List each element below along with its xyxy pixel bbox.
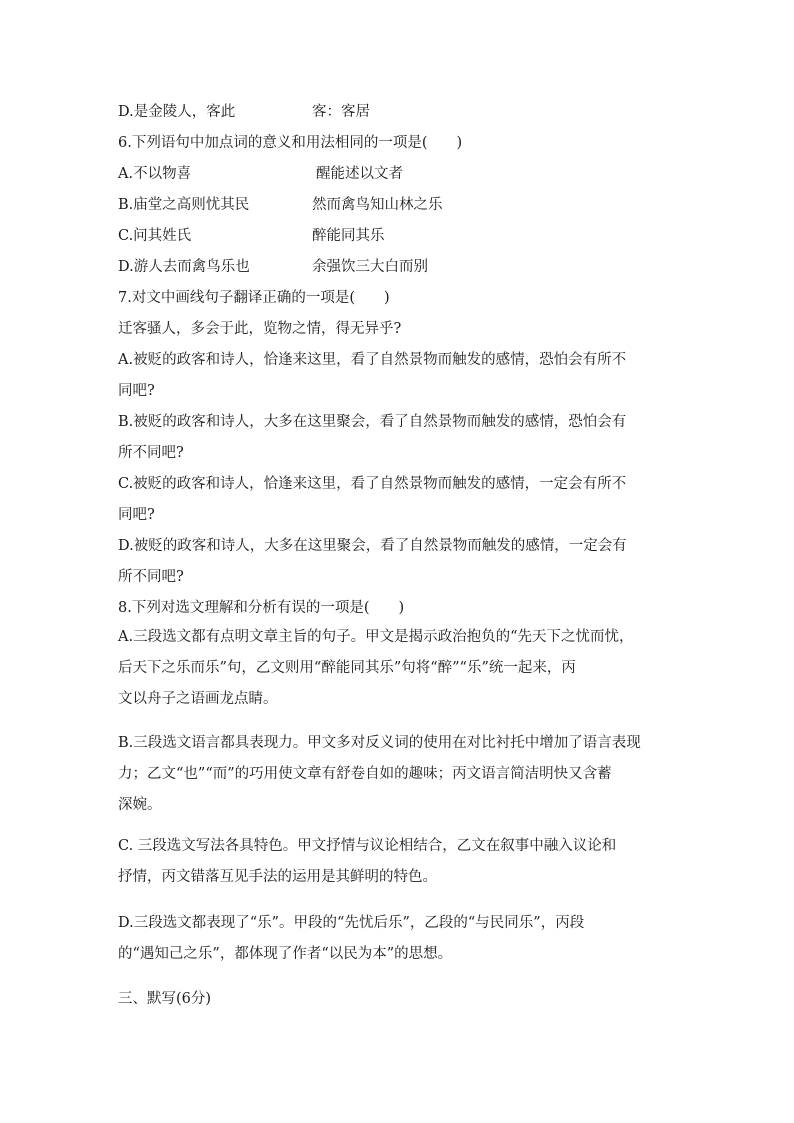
q7-option-c-line1: C.被贬的政客和诗人，恰逢来这里，看了自然景物而触发的感情，一定会有所不 xyxy=(118,476,627,492)
q7-option-d-line2: 所不同吧? xyxy=(118,569,184,585)
q7-option-b-line2: 所不同吧? xyxy=(118,445,184,461)
q6-option-d-right: 余强饮三大白而别 xyxy=(312,259,428,275)
q8-stem: 8.下列对选文理解和分析有误的一项是( ) xyxy=(118,600,405,616)
q6-option-d-left: D.游人去而禽鸟乐也 xyxy=(118,259,250,275)
q8-option-c-line2: 抒情，丙文错落互见手法的运用是其鲜明的特色。 xyxy=(118,869,437,885)
q6-stem: 6.下列语句中加点词的意义和用法相同的一项是( ) xyxy=(118,135,463,151)
q7-option-d-line1: D.被贬的政客和诗人，大多在这里聚会，看了自然景物而触发的感情，一定会有 xyxy=(118,538,627,554)
q8-option-b-line1: B.三段选文语言都具表现力。甲文多对反义词的使用在对比衬托中增加了语言表现 xyxy=(118,735,641,751)
q8-option-c-line1: C. 三段选文写法各具特色。甲文抒情与议论相结合，乙文在叙事中融入议论和 xyxy=(118,838,617,854)
q6-option-a-right: 醒能述以文者 xyxy=(316,166,403,182)
q8-option-a-line2: 后天下之乐而乐”句，乙文则用“醉能同其乐”句将“醉”“乐”统一起来，丙 xyxy=(118,660,576,676)
q8-option-b-line2: 力；乙文“也”“而”的巧用使文章有舒卷自如的趣味；丙文语言简洁明快又含蓄 xyxy=(118,766,612,782)
section-3-heading: 三、默写(6分) xyxy=(118,991,212,1007)
q7-option-c-line2: 同吧? xyxy=(118,507,155,523)
q6-option-b-left: B.庙堂之高则忧其民 xyxy=(118,197,250,213)
q7-option-b-line1: B.被贬的政客和诗人，大多在这里聚会，看了自然景物而触发的感情，恐怕会有 xyxy=(118,414,627,430)
q7-stem: 7.对文中画线句子翻译正确的一项是( ) xyxy=(118,290,390,306)
q5-option-d: D.是金陵人，客此 xyxy=(118,104,236,120)
q7-option-a-line2: 同吧? xyxy=(118,383,155,399)
q7-option-a-line1: A.被贬的政客和诗人，恰逢来这里，看了自然景物而触发的感情，恐怕会有所不 xyxy=(118,352,627,368)
q8-option-d-line1: D.三段选文都表现了“乐”。甲段的“先忧后乐”，乙段的“与民同乐”，丙段 xyxy=(118,915,585,931)
q8-option-a-line1: A.三段选文都有点明文章主旨的句子。甲文是揭示政治抱负的“先天下之忧而忧， xyxy=(118,629,634,645)
q8-option-d-line2: 的“遇知己之乐”，都体现了作者“以民为本”的思想。 xyxy=(118,946,453,962)
q7-sentence: 迁客骚人，多会于此，览物之情，得无异乎? xyxy=(118,321,402,337)
q5-option-d-gloss: 客：客居 xyxy=(312,104,370,120)
q6-option-a-left: A.不以物喜 xyxy=(118,166,192,182)
q6-option-b-right: 然而禽鸟知山林之乐 xyxy=(312,197,443,213)
q6-option-c-right: 醉能同其乐 xyxy=(312,228,385,244)
q8-option-b-line3: 深婉。 xyxy=(118,797,162,813)
q8-option-a-line3: 文以舟子之语画龙点睛。 xyxy=(118,691,278,707)
q6-option-c-left: C.问其姓氏 xyxy=(118,228,192,244)
